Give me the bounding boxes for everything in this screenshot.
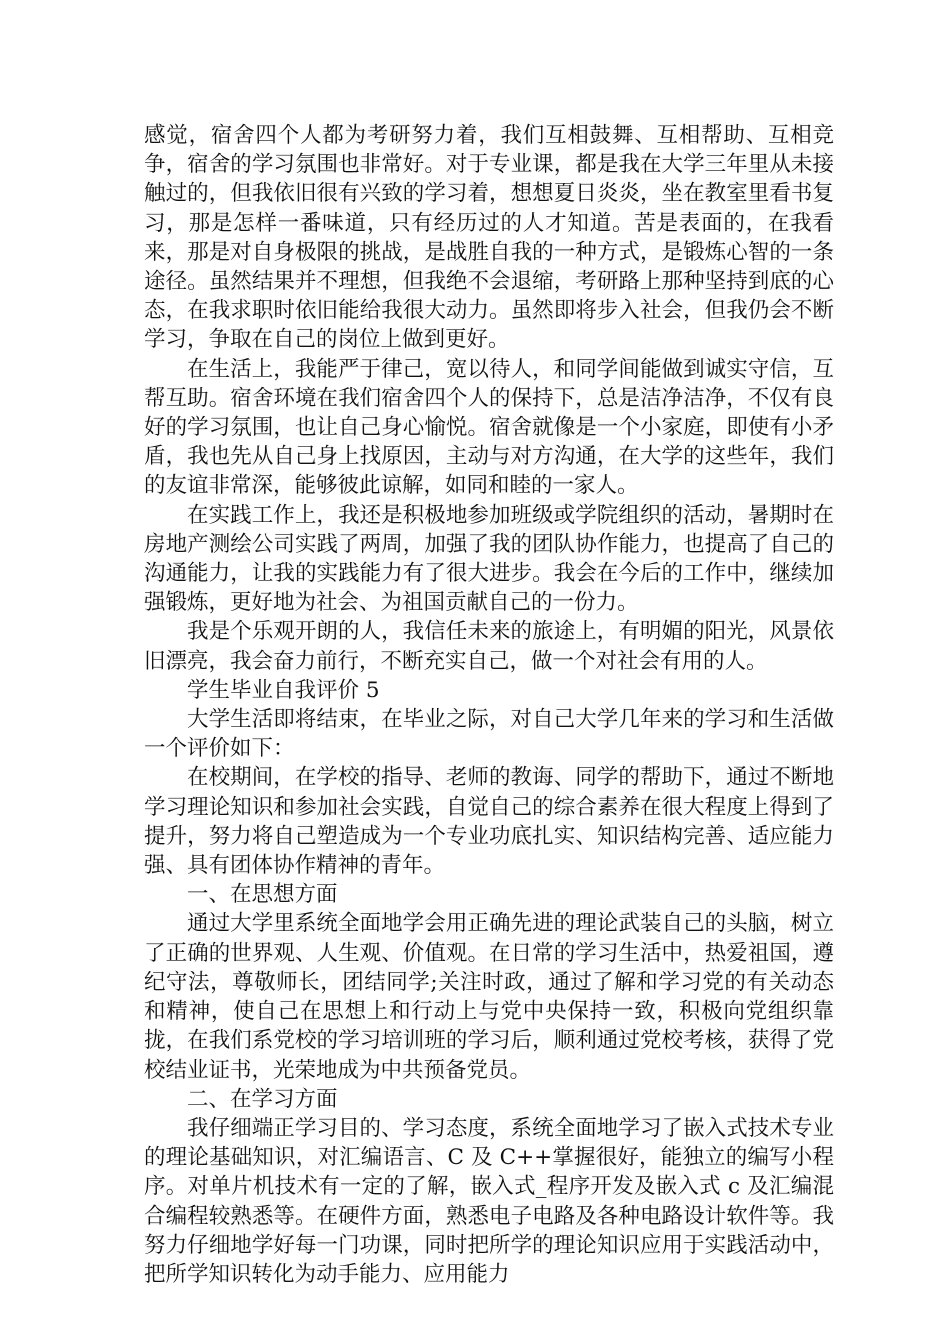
paragraph: 在实践工作上，我还是积极地参加班级或学院组织的活动，暑期时在房地产测绘公司实践了两周，加强了我的团队协作能力，也提高了自己的沟通能力，让我的实践能力有了很大进步。我会在今后的工作中，继续加强锻炼，更好地为社会、为祖国贡献自己的一份力。 (144, 502, 834, 616)
subsection-heading: 二、在学习方面 (187, 1086, 338, 1112)
paragraph: 我是个乐观开朗的人，我信任未来的旅途上，有明媚的阳光，风景依旧漂亮，我会奋力前行，不断充实自己，做一个对社会有用的人。 (144, 619, 834, 674)
subsection-heading: 一、在思想方面 (187, 882, 338, 908)
section-heading: 学生毕业自我评价 5 (187, 677, 380, 703)
paragraph: 我仔细端正学习目的、学习态度，系统全面地学习了嵌入式技术专业的理论基础知识，对汇编语言、C 及 C++掌握很好，能独立的编写小程序。对单片机技术有一定的了解，嵌入式_程序开发及嵌入式 c 及汇编混合编程较熟悉等。在硬件方面，熟悉电子电路及各种电路设计软件等。我努力仔细地学好每一门功课，同时把所学的理论知识应用于实践活动中，把所学知识转化为动手能力、应用能力 (144, 1115, 834, 1287)
paragraph: 通过大学里系统全面地学会用正确先进的理论武装自己的头脑，树立了正确的世界观、人生观、价值观。在日常的学习生活中，热爱祖国，遵纪守法，尊敬师长，团结同学;关注时政，通过了解和学习党的有关动态和精神，使自己在思想上和行动上与党中央保持一致，积极向党组织靠拢，在我们系党校的学习培训班的学习后，顺利通过党校考核，获得了党校结业证书，光荣地成为中共预备党员。 (144, 911, 834, 1083)
paragraph: 大学生活即将结束，在毕业之际，对自己大学几年来的学习和生活做一个评价如下： (144, 707, 834, 762)
document-page (144, 121, 834, 1289)
paragraph: 感觉，宿舍四个人都为考研努力着，我们互相鼓舞、互相帮助、互相竞争，宿舍的学习氛围也非常好。对于专业课，都是我在大学三年里从未接触过的，但我依旧很有兴致的学习着，想想夏日炎炎，坐在教室里看书复习，那是怎样一番味道，只有经历过的人才知道。苦是表面的，在我看来，那是对自身极限的挑战，是战胜自我的一种方式，是锻炼心智的一条途径。虽然结果并不理想，但我绝不会退缩，考研路上那种坚持到底的心态，在我求职时依旧能给我很大动力。虽然即将步入社会，但我仍会不断学习，争取在自己的岗位上做到更好。 (144, 123, 834, 353)
paragraph: 在校期间，在学校的指导、老师的教诲、同学的帮助下，通过不断地学习理论知识和参加社会实践，自觉自己的综合素养在很大程度上得到了提升，努力将自己塑造成为一个专业功底扎实、知识结构完善、适应能力强、具有团体协作精神的青年。 (144, 765, 834, 879)
paragraph: 在生活上，我能严于律己，宽以待人，和同学间能做到诚实守信，互帮互助。宿舍环境在我们宿舍四个人的保持下，总是洁净洁净，不仅有良好的学习氛围，也让自己身心愉悦。宿舍就像是一个小家庭，即使有小矛盾，我也先从自己身上找原因，主动与对方沟通，在大学的这些年，我们的友谊非常深，能够彼此谅解，如同和睦的一家人。 (144, 356, 834, 499)
